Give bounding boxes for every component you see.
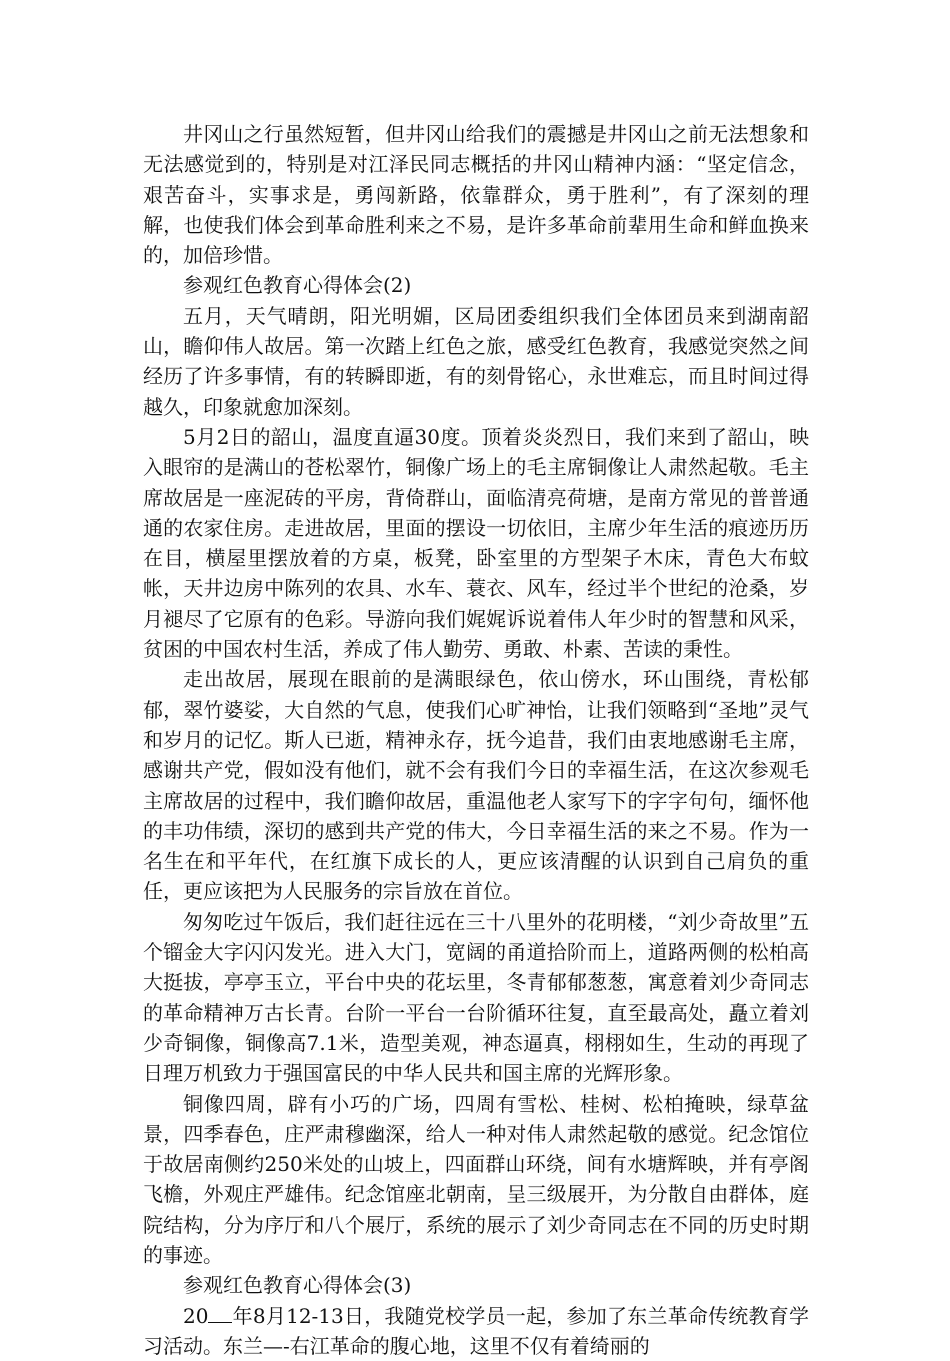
paragraph-donglan-intro <box>143 1301 809 1361</box>
paragraph-leaving-residence: 走出故居，展现在眼前的是满眼绿色，依山傍水，环山围绕，青松郁郁，翠竹婆娑，大自然的气息，使我们心旷神怡，让我们领略到“圣地”灵气和岁月的记忆。斯人已逝，精神永存，抚今追昔，我们由衷地感谢毛主席，感谢共产党，假如没有他们，就不会有我们今日的幸福生活，在这次参观毛主席故居的过程中，我们瞻仰故居，重温他老人家写下的字字句句，缅怀他的丰功伟绩，深切的感到共产党的伟大，今日幸福生活的来之不易。作为一名生在和平年代，在红旗下成长的人，更应该清醒的认识到自己肩负的重任，更应该把为人民服务的宗旨放在首位。 <box>143 667 809 904</box>
paragraph-may-shaoshan-intro: 五月，天气晴朗，阳光明媚，区局团委组织我们全体团员来到湖南韶山，瞻仰伟人故居。第一次踏上红色之旅，感受红色教育，我感觉突然之间经历了许多事情，有的转瞬即逝，有的刻骨铭心，永世难忘，而且时间过得越久，印象就愈加深刻。 <box>143 303 809 419</box>
paragraph-statue-memorial: 铜像四周，辟有小巧的广场，四周有雪松、桂树、松柏掩映，绿草盆景，四季春色，庄严肃穆幽深，给人一种对伟人肃然起敬的感觉。纪念馆位于故居南侧约250米处的山坡上，四面群山环绕，间有水塘辉映，并有亭阁飞檐，外观庄严雄伟。纪念馆座北朝南，呈三级展开，为分散自由群体，庭院结构，分为序厅和八个展厅，系统的展示了刘少奇同志在不同的历史时期的事迹。 <box>143 1091 809 1267</box>
section-heading-2: 参观红色教育心得体会(2) <box>183 273 412 298</box>
paragraph-may-2-shaoshan: 5月2日的韶山，温度直逼30度。顶着炎炎烈日，我们来到了韶山，映入眼帘的是满山的苍松翠竹，铜像广场上的毛主席铜像让人肃然起敬。毛主席故居是一座泥砖的平房，背倚群山，面临清亮荷塘，是南方常见的普普通通的农家住房。走进故居，里面的摆设一切依旧，主席少年生活的痕迹历历在目，横屋里摆放着的方桌，板凳，卧室里的方型架子木床，青色大布蚊帐，天井边房中陈列的农具、水车、蓑衣、风车，经过半个世纪的沧桑，岁月褪尽了它原有的色彩。导游向我们娓娓诉说着伟人年少时的智慧和风采，贫困的中国农村生活，养成了伟人勤劳、勇敢、朴素、苦读的秉性。 <box>143 424 809 662</box>
paragraph-jinggangshan-conclusion: 井冈山之行虽然短暂，但井冈山给我们的震撼是井冈山之前无法想象和无法感觉到的，特别是对江泽民同志概括的井冈山精神内涵：“坚定信念，艰苦奋斗，实事求是，勇闯新路，依靠群众，勇于胜利”，有了深刻的理解，也使我们体会到革命胜利来之不易，是许多革命前辈用生命和鲜血换来的，加倍珍惜。 <box>143 122 809 268</box>
year-prefix: 20 <box>183 1303 209 1328</box>
paragraph-huaminglou: 匆匆吃过午饭后，我们赶往远在三十八里外的花明楼，“刘少奇故里”五个镏金大字闪闪发光。进入大门，宽阔的甬道拾阶而上，道路两侧的松柏高大挺拔，亭亭玉立，平台中央的花坛里，冬青郁郁葱葱，寓意着刘少奇同志的革命精神万古长青。台阶一平台一台阶循环往复，直至最高处，矗立着刘少奇铜像，铜像高7.1米，造型美观，神态逼真，栩栩如生，生动的再现了日理万机致力于强国富民的中华人民共和国主席的光辉形象。 <box>143 909 809 1086</box>
section-heading-3: 参观红色教育心得体会(3) <box>183 1273 412 1298</box>
document-body <box>143 119 809 1361</box>
donglan-text: 年8月12-13日，我随党校学员一起，参加了东兰革命传统教育学习活动。东兰—-右江革命的腹心地，这里不仅有着绮丽的 <box>143 1303 809 1358</box>
year-blank <box>208 1304 232 1323</box>
